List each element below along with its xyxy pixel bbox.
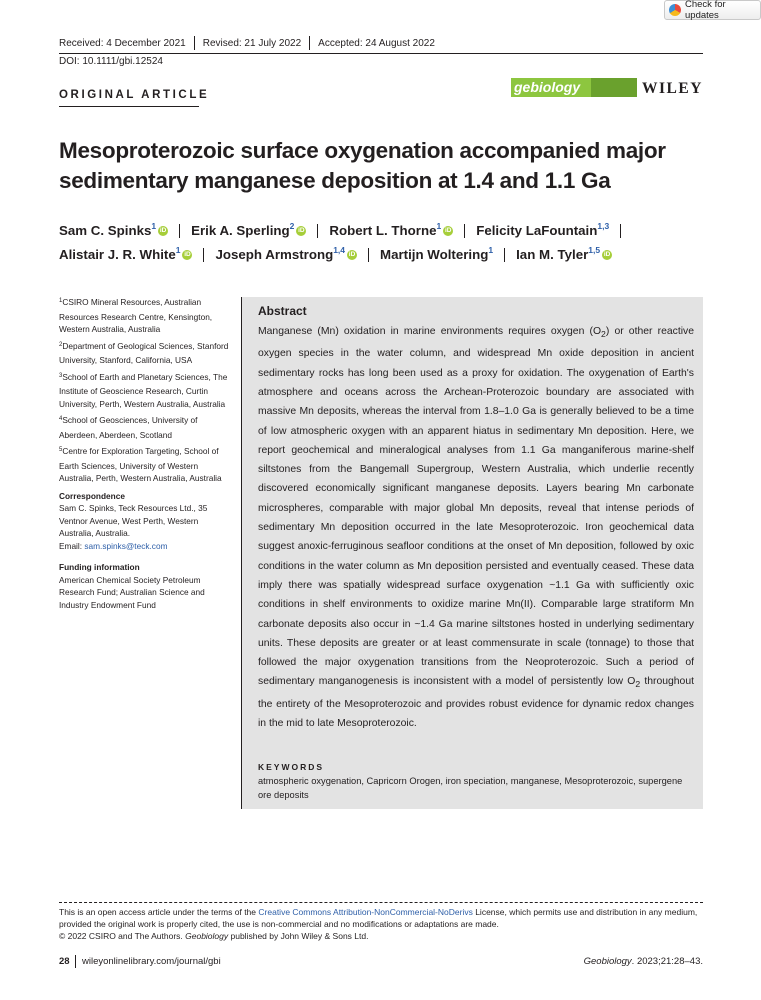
affiliation xyxy=(59,371,231,411)
author-name: Ian M. Tyler xyxy=(516,247,589,262)
received-date: Received: 4 December 2021 xyxy=(59,37,186,49)
affiliation-number: 2 xyxy=(59,341,63,348)
funding-text: American Chemical Society Petroleum Research Fund; Australian Science and Industry Endowment Fund xyxy=(59,574,205,610)
author-name: Martijn Woltering xyxy=(380,247,489,262)
author-affiliation-ref[interactable]: 1 xyxy=(436,220,442,231)
author-affiliation-ref[interactable]: 1,5 xyxy=(588,244,601,255)
affiliation-text: CSIRO Mineral Resources, Australian Resources Research Centre, Kensington, Western Australia, Australia xyxy=(59,297,213,334)
author-name: Sam C. Spinks xyxy=(59,223,152,238)
keywords-heading: KEYWORDS xyxy=(258,762,325,772)
affiliation-text: Department of Geological Sciences, Stanford University, Stanford, California, USA xyxy=(59,340,229,365)
author-name: Joseph Armstrong xyxy=(215,247,334,262)
orcid-icon[interactable]: iD xyxy=(159,226,167,234)
divider xyxy=(368,248,369,262)
publisher-logo: WILEY xyxy=(642,80,703,97)
correspondence-email-line xyxy=(59,540,231,553)
divider xyxy=(317,224,318,238)
affiliation-number: 5 xyxy=(59,447,63,453)
author-affiliation-ref[interactable]: 1 xyxy=(151,220,157,231)
author-affiliation-ref[interactable]: 1,3 xyxy=(597,220,610,231)
affiliation-text: School of Geosciences, University of Aberdeen, Aberdeen, Scotland xyxy=(59,415,198,440)
orcid-icon[interactable]: iD xyxy=(348,250,356,258)
correspondence-text: Sam C. Spinks, Teck Resources Ltd., 35 Ventnor Avenue, West Perth, Western Australia, Australia. xyxy=(59,503,208,538)
abstract-text-part: Manganese (Mn) oxidation in marine environments requires oxygen (O xyxy=(258,326,602,337)
abstract-text xyxy=(258,322,694,733)
article-type: ORIGINAL ARTICLE xyxy=(59,89,210,101)
author-name: Robert L. Thorne xyxy=(329,223,437,238)
author-name: Alistair J. R. White xyxy=(59,247,176,262)
journal-logo xyxy=(511,78,637,97)
orcid-icon[interactable]: iD xyxy=(184,250,191,258)
abstract-text-part: ) or other reactive oxygen species in the water column, and widespread Mn oxide deposition in ancient sedimentary rocks has long been used as a proxy for oxidation. The oxygenation of Earth's atmosphere and oceans across the Archean-Proterozoic boundary are associated with massive Mn deposits, whereas the interval from 1.8–1.0 Ga is generally believed to be a time of low atmospheric oxygen with an apparent hiatus in sedimentary Mn deposition. Here, we report geochemical and mineralogical analyses from 1.1 Ga manganiferous marine-shelf siltstones from the Bangemall Supergroup, Western Australia, which underlie recently discovered economically significant manganese deposits. Layers bearing Mn carbonate microspheres, comparable with major global Mn deposits, reveal that intense periods of sedimentary Mn deposition occurred in the late Mesoproterozoic. Iron geochemical data suggest anoxic-ferruginous seafloor conditions at the onset of Mn deposition, followed by oxic conditions in the water column as Mn deposition persisted and eventually ceased. These data imply there was spatially widespread surface oxygenation ~1.1 Ga with sufficiently oxic conditions in shelf environments to oxidize marine Mn(II). Comparable large stratiform Mn carbonate deposits also occur in ~1.4 Ga marine siltstones hosted in underlying sedimentary units. These deposits are greater or at least commensurate in scale (tonnage) to those that followed the major oxygenation transitions from the Neoproterozoic. Such a period of sedimentary manganogenesis is inconsistent with a model of persistently low O xyxy=(258,326,694,688)
affiliation-number: 3 xyxy=(59,372,63,379)
correspondence-email-link[interactable]: sam.spinks@teck.com xyxy=(84,540,168,551)
citation-journal: Geobiology xyxy=(583,956,632,967)
citation-details: . 2023;21:28–43. xyxy=(631,956,703,967)
author-affiliation-ref[interactable]: 2 xyxy=(289,220,295,231)
license-notice xyxy=(59,906,703,943)
author-name: Felicity LaFountain xyxy=(476,223,598,238)
copyright-text: © 2022 CSIRO and The Authors. xyxy=(59,931,186,942)
affiliation xyxy=(59,414,231,441)
affiliation-number: 4 xyxy=(59,416,63,422)
journal-logo-bar xyxy=(591,78,637,97)
affiliation xyxy=(59,296,231,336)
orcid-icon[interactable]: iD xyxy=(298,226,305,234)
divider xyxy=(194,36,195,50)
affiliations-column xyxy=(59,296,231,611)
affiliation-text: Centre for Exploration Targeting, School of Earth Sciences, University of Western Australia, Perth, Western Australia, Australia xyxy=(59,446,222,483)
divider xyxy=(203,248,204,262)
keywords-text: atmospheric oxygenation, Capricorn Orogen, iron speciation, manganese, Mesoproterozoic, supergene ore deposits xyxy=(258,776,683,800)
funding-heading: Funding information xyxy=(59,562,140,572)
affiliation-number: 1 xyxy=(59,298,63,304)
article-dates xyxy=(59,36,435,50)
footer-rule xyxy=(59,902,703,903)
divider xyxy=(309,36,310,50)
license-text: License, which permits use and distribution in any medium, provided the original work is properly cited, the use is non-commercial and no modifications or adaptations are made. xyxy=(59,907,698,930)
check-for-updates-label: Check for updates xyxy=(685,0,726,21)
affiliation-text: School of Earth and Planetary Sciences, The Institute of Geoscience Research, Curtin University, Perth, Western Australia, Australia xyxy=(59,371,228,409)
article-type-rule xyxy=(59,106,199,107)
doi[interactable]: DOI: 10.1111/gbi.12524 xyxy=(59,56,163,67)
license-link[interactable]: Creative Commons Attribution-NonCommercial-NoDerivs xyxy=(258,907,473,917)
crossmark-icon xyxy=(669,4,681,16)
article-title: Mesoproterozoic surface oxygenation accompanied major sedimentary manganese deposition at 1.4 and 1.1 Ga xyxy=(59,138,666,193)
divider xyxy=(464,224,465,238)
orcid-icon[interactable]: iD xyxy=(444,226,452,234)
citation xyxy=(584,956,703,967)
accepted-date: Accepted: 24 August 2022 xyxy=(318,37,435,49)
license-text: This is an open access article under the terms of the xyxy=(59,907,259,917)
affiliation xyxy=(59,340,231,367)
copyright-journal: Geobiology xyxy=(185,931,229,942)
authors-line xyxy=(59,220,632,238)
divider xyxy=(504,248,505,262)
author-affiliation-ref[interactable]: 1 xyxy=(488,244,494,255)
subscript: 2 xyxy=(635,679,641,690)
copyright-text: published by John Wiley & Sons Ltd. xyxy=(228,931,369,942)
abstract-text-part: throughout the entirety of the Mesoproterozoic and provides robust evidence for dynamic redox changes in the mid to late Mesoproterozoic. xyxy=(258,676,694,730)
revised-date: Revised: 21 July 2022 xyxy=(202,37,302,49)
author-affiliation-ref[interactable]: 1,4 xyxy=(333,244,346,255)
orcid-icon[interactable]: iD xyxy=(603,250,611,258)
email-label: Email: xyxy=(59,540,85,551)
correspondence-heading: Correspondence xyxy=(59,490,125,501)
divider xyxy=(620,224,621,238)
subscript: 2 xyxy=(601,329,606,340)
page-number: 28 xyxy=(59,956,70,967)
header-rule xyxy=(59,53,703,54)
journal-logo-text: gebiology xyxy=(514,79,581,95)
author-affiliation-ref[interactable]: 1 xyxy=(175,244,181,255)
divider xyxy=(179,224,180,238)
abstract-heading: Abstract xyxy=(258,304,307,318)
divider xyxy=(75,955,76,968)
journal-url[interactable]: wileyonlinelibrary.com/journal/gbi xyxy=(82,956,221,967)
affiliation xyxy=(59,445,231,485)
abstract-rule xyxy=(241,297,242,809)
author-name: Erik A. Sperling xyxy=(191,223,290,238)
authors-line xyxy=(59,244,612,262)
check-for-updates-button[interactable] xyxy=(664,0,761,20)
